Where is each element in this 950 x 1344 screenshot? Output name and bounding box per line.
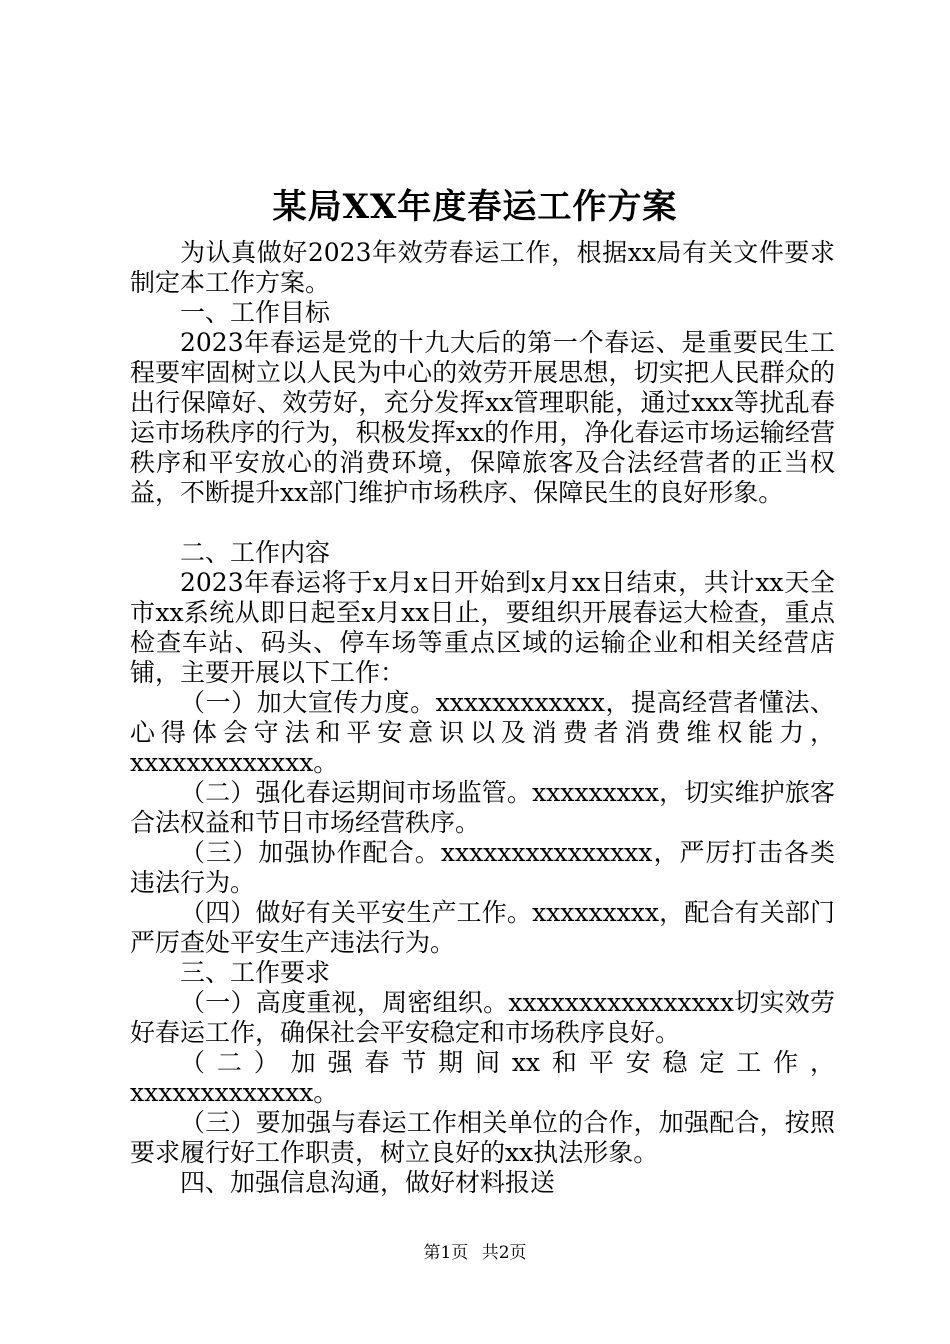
requirement-item-3: （三）要加强与春运工作相关单位的合作，加强配合，按照要求履行好工作职责，树立良好的xx执法形象。: [130, 1108, 835, 1167]
page-total: 共2页: [481, 1243, 527, 1263]
page-footer: [0, 1241, 950, 1265]
requirement-item-1: （一）高度重视，周密组织。xxxxxxxxxxxxxxxx切实效劳好春运工作，确保社会平安稳定和市场秩序良好。: [130, 988, 835, 1047]
intro-paragraph: 为认真做好2023年效劳春运工作，根据xx局有关文件要求制定本工作方案。: [130, 238, 835, 297]
page-number: 第1页: [423, 1243, 469, 1263]
content-item-3: （三）加强协作配合。xxxxxxxxxxxxxxx，严厉打击各类违法行为。: [130, 838, 835, 897]
section-heading-requirements: 三、工作要求: [180, 958, 331, 987]
requirement-item-2: （二）加强春节期间xx和平安稳定工作，xxxxxxxxxxxxx。: [130, 1048, 835, 1107]
goals-paragraph: 2023年春运是党的十九大后的第一个春运、是重要民生工程要牢固树立以人民为中心的效劳开展思想，切实把人民群众的出行保障好、效劳好，充分发挥xx管理职能，通过xxx等扰乱春运市场秩序的行为，积极发挥xx的作用，净化春运市场运输经营秩序和平安放心的消费环境，保障旅客及合法经营者的正当权益，不断提升xx部门维护市场秩序、保障民生的良好形象。: [130, 328, 835, 507]
document-title: 某局XX年度春运工作方案: [272, 187, 678, 227]
content-item-4: （四）做好有关平安生产工作。xxxxxxxxx，配合有关部门严厉查处平安生产违法行为。: [130, 898, 835, 957]
content-item-1: （一）加大宣传力度。xxxxxxxxxxxx，提高经营者懂法、心得体会守法和平安意识以及消费者消费维权能力，xxxxxxxxxxxxx。: [130, 688, 835, 777]
paragraph-spacer: [130, 508, 835, 538]
section-heading-content: 二、工作内容: [180, 538, 331, 567]
content-paragraph: 2023年春运将于x月x日开始到x月xx日结束，共计xx天全市xx系统从即日起至x月xx日止，要组织开展春运大检查，重点检查车站、码头、停车场等重点区域的运输企业和相关经营店铺，主要开展以下工作：: [130, 568, 835, 687]
section-heading-communication: 四、加强信息沟通，做好材料报送: [180, 1168, 556, 1197]
section-heading-goals: 一、工作目标: [180, 298, 331, 327]
document-body: [130, 238, 835, 1198]
content-item-2: （二）强化春运期间市场监管。xxxxxxxxx，切实维护旅客合法权益和节日市场经营秩序。: [130, 778, 835, 837]
